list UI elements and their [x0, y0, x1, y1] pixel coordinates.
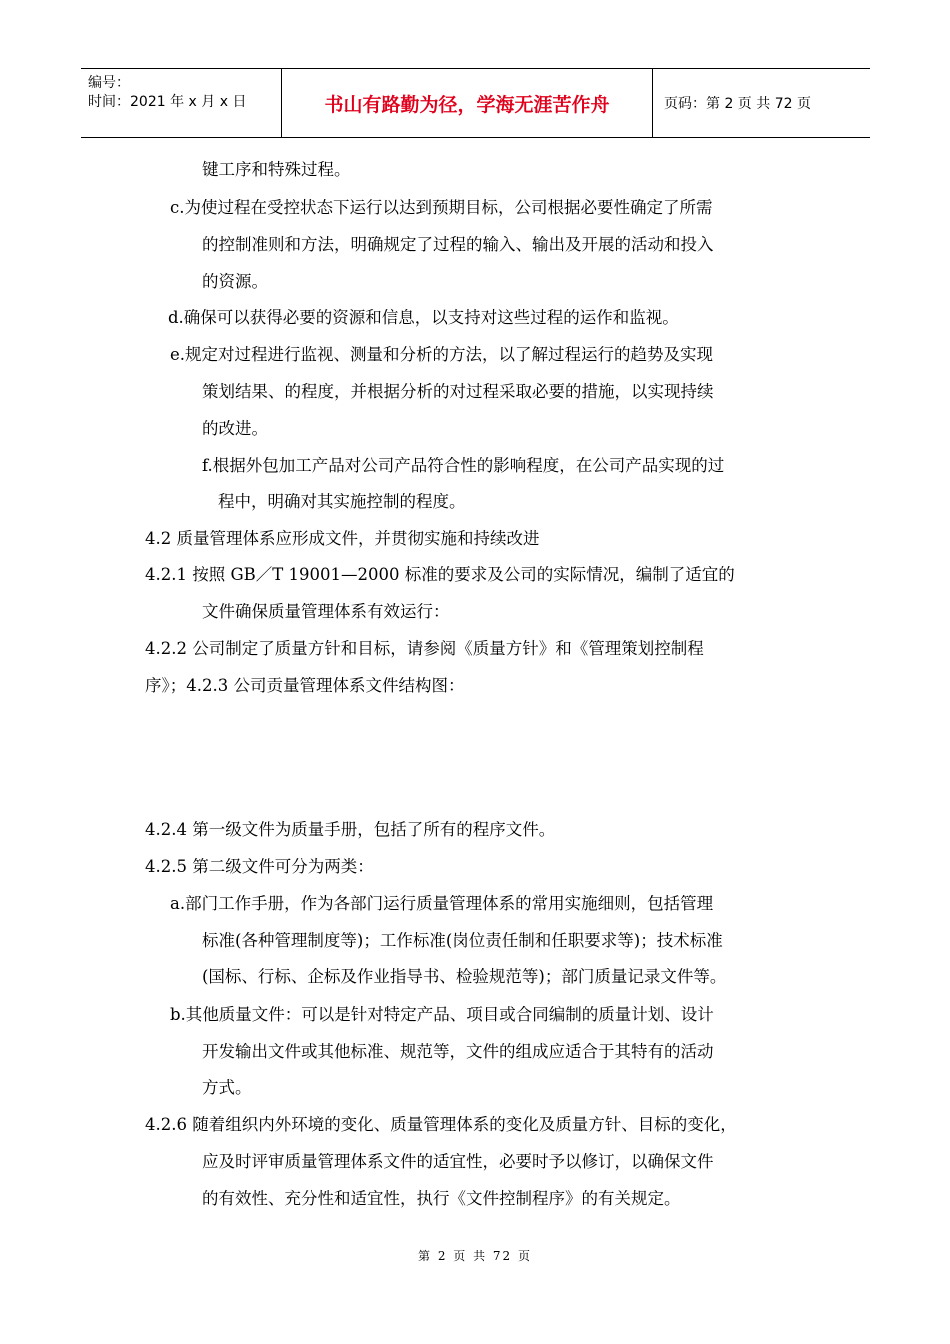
header-page-info: 页码：第 2 页 共 72 页: [664, 96, 811, 112]
body-line: 的资源。: [202, 272, 268, 291]
body-line: (国标、行标、企标及作业指导书、检验规范等)；部门质量记录文件等。: [202, 967, 727, 986]
body-line: 的控制准则和方法，明确规定了过程的输入、输出及开展的活动和投入: [202, 235, 714, 254]
body-line: 的有效性、充分性和适宜性，执行《文件控制程序》的有关规定。: [202, 1189, 681, 1208]
header-time-label: 时间：2021 年 x 月 x 日: [88, 94, 247, 110]
header-number-label: 编号：: [88, 75, 130, 91]
body-line: 4.2.4 第一级文件为质量手册，包括了所有的程序文件。: [145, 820, 556, 839]
header-motto: 书山有路勤为径，学海无涯苦作舟: [324, 93, 610, 116]
body-line: c.为使过程在受控状态下运行以达到预期目标，公司根据必要性确定了所需: [170, 198, 713, 217]
body-line: d.确保可以获得必要的资源和信息，以支持对这些过程的运作和监视。: [168, 308, 679, 327]
body-line: 的改进。: [202, 419, 268, 438]
body-line: 开发输出文件或其他标准、规范等，文件的组成应适合于其特有的活动: [202, 1042, 714, 1061]
header-divider: [652, 69, 653, 137]
page-footer: 第 2 页 共 72 页: [418, 1249, 532, 1263]
body-line: 键工序和特殊过程。: [202, 160, 351, 179]
body-line: b.其他质量文件：可以是针对特定产品、项目或合同编制的质量计划、设计: [170, 1005, 714, 1024]
page-header: [81, 68, 870, 138]
body-line: 4.2.5 第二级文件可分为两类：: [145, 857, 374, 876]
body-line: 4.2.1 按照 GB／T 19001—2000 标准的要求及公司的实际情况，编制了适宜的: [145, 565, 735, 584]
body-line: e.规定对过程进行监视、测量和分析的方法，以了解过程运行的趋势及实现: [170, 345, 714, 364]
body-line: 4.2.6 随着组织内外环境的变化、质量管理体系的变化及质量方针、目标的变化，: [145, 1115, 737, 1134]
body-line: 4.2.2 公司制定了质量方针和目标，请参阅《质量方针》和《管理策划控制程: [145, 639, 704, 658]
body-line: 方式。: [202, 1078, 252, 1097]
body-line: f.根据外包加工产品对公司产品符合性的影响程度，在公司产品实现的过: [202, 456, 725, 475]
body-line: 标准(各种管理制度等)；工作标准(岗位责任制和任职要求等)；技术标准: [202, 931, 723, 950]
body-line: 序》；4.2.3 公司贡量管理体系文件结构图：: [145, 676, 465, 695]
body-line: a.部门工作手册，作为各部门运行质量管理体系的常用实施细则，包括管理: [170, 894, 714, 913]
section-heading: 4.2 质量管理体系应形成文件，并贯彻实施和持续改进: [145, 529, 540, 548]
body-line: 文件确保质量管理体系有效运行：: [202, 602, 450, 621]
body-line: 应及时评审质量管理体系文件的适宜性，必要时予以修订，以确保文件: [202, 1152, 714, 1171]
body-line: 程中，明确对其实施控制的程度。: [218, 492, 466, 511]
header-meta: [88, 74, 246, 112]
body-line: 策划结果、的程度，并根据分析的对过程采取必要的措施，以实现持续: [202, 382, 714, 401]
